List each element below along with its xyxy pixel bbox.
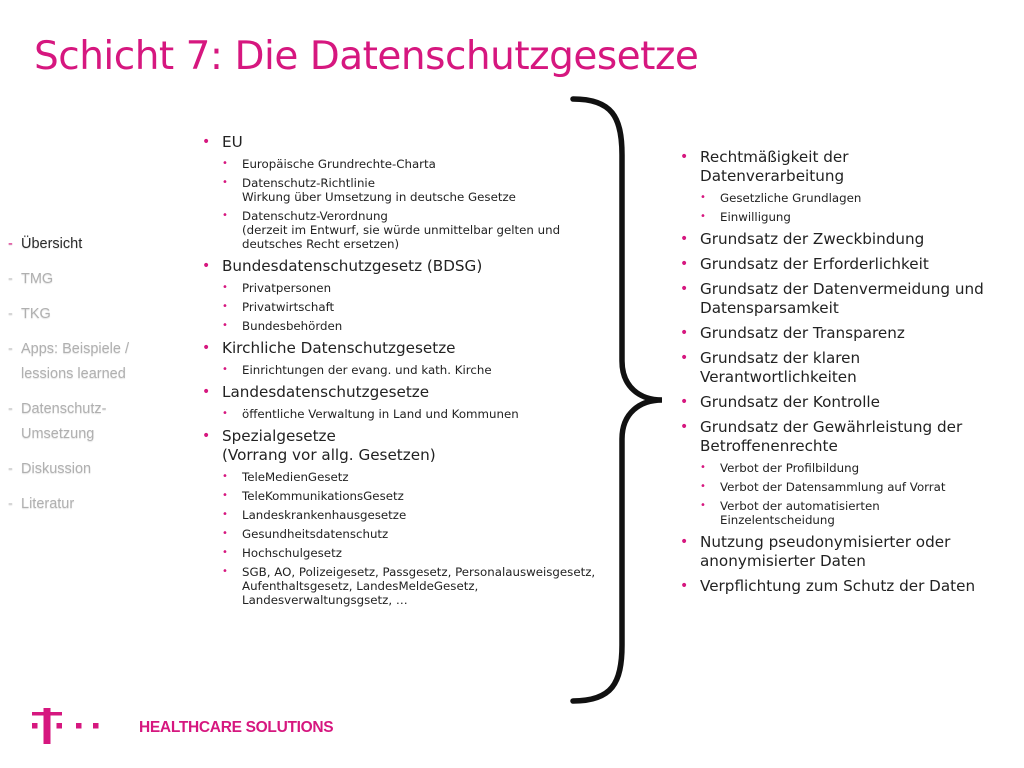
sub-list-item [222,527,612,541]
bullet-icon: • [222,210,228,221]
sub-list-item-text: Einrichtungen der evang. und kath. Kirche [242,363,492,377]
list-item-text: Rechtmäßigkeit der Datenverarbeitung [700,148,849,185]
nav-dash: - [8,461,13,477]
list-item-text: Verpflichtung zum Schutz der Daten [700,577,976,595]
sub-list-item-text: SGB, AO, Polizeigesetz, Passgesetz, Personalausweisgesetz, Aufenthaltsgesetz, LandesMeldeGesetz, Landesverwaltungsgsetz, … [242,565,596,607]
list-item [202,133,612,251]
sub-list-item-text: Hochschulgesetz [242,546,342,560]
bullet-icon: • [222,364,228,375]
sub-list-item-text: Datenschutz-Verordnung (derzeit im Entwurf, sie würde unmittelbar gelten und deutsches Recht ersetzen) [242,209,561,251]
sub-list-item [222,363,612,377]
bullet-icon: • [222,471,228,482]
list-item [680,577,1010,596]
nav-item-label: TKG [21,306,51,322]
page-title: Schicht 7: Die Datenschutzgesetze [34,34,699,79]
nav-item-label: Literatur [21,496,75,512]
sub-list-item-text: Gesundheitsdatenschutz [242,527,389,541]
sub-list-item [222,470,612,484]
nav-item-label: Datenschutz- [21,401,107,417]
sub-list-item [700,480,1010,494]
nav-dash: - [8,271,13,287]
bullet-icon: • [680,149,689,165]
sub-list-item-text: Datenschutz-Richtlinie Wirkung über Umsetzung in deutsche Gesetze [242,176,516,204]
list-item-text: Spezialgesetze (Vorrang vor allg. Gesetzen) [222,427,436,464]
bullet-icon: • [700,211,706,222]
nav-item-4[interactable] [8,337,178,387]
list-item [680,418,1010,527]
sub-list-item-text: Verbot der automatisierten Einzelentscheidung [720,499,880,527]
sub-list-item [222,319,612,333]
list-item-text: Grundsatz der Kontrolle [700,393,880,411]
nav-dash: - [8,496,13,512]
list-item [680,280,1010,318]
sub-list-item-text: TeleMedienGesetz [242,470,349,484]
bullet-icon: • [222,566,228,577]
list-item [680,255,1010,274]
nav-item-label: TMG [21,271,54,287]
nav-item-label: Diskussion [21,461,92,477]
bullet-icon: • [222,490,228,501]
nav-item-2[interactable] [8,267,178,292]
nav-dash: - [8,401,13,417]
sub-list-item [700,499,1010,527]
bullet-icon: • [680,325,689,341]
list-item-text: Landesdatenschutzgesetze [222,383,430,401]
sub-list-item [700,191,1010,205]
bullet-icon: • [222,509,228,520]
nav-item-label: lessions learned [21,366,126,382]
bullet-icon: • [700,462,706,473]
sub-list-item-text: Verbot der Datensammlung auf Vorrat [720,480,946,494]
sub-list-item [222,157,612,171]
bullet-icon: • [202,340,211,356]
nav-dash: - [8,236,13,252]
nav-dash: - [8,341,13,357]
list-item-text: Grundsatz der Erforderlichkeit [700,255,929,273]
bullet-icon: • [222,320,228,331]
list-item-text: Bundesdatenschutzgesetz (BDSG) [222,257,483,275]
bullet-icon: • [680,534,689,550]
list-item-text: Grundsatz der Gewährleistung der Betroffenenrechte [700,418,963,455]
bullet-icon: • [700,500,706,511]
bullet-icon: • [680,281,689,297]
nav-item-label: Übersicht [21,236,83,252]
sub-list-item [222,489,612,503]
sub-list-item-text: Gesetzliche Grundlagen [720,191,862,205]
sub-list-item [222,508,612,522]
list-item [202,427,612,607]
bullet-icon: • [202,258,211,274]
bullet-icon: • [222,301,228,312]
nav-item-1[interactable] [8,232,178,257]
sub-list-item-text: Bundesbehörden [242,319,343,333]
list-item-text: Nutzung pseudonymisierter oder anonymisierter Daten [700,533,951,570]
nav-item-3[interactable] [8,302,178,327]
list-item [680,393,1010,412]
bullet-icon: • [680,419,689,435]
sub-list-item-text: TeleKommunikationsGesetz [242,489,404,503]
sub-list-item [222,209,612,251]
list-item-text: Grundsatz der Transparenz [700,324,905,342]
bullet-icon: • [700,481,706,492]
bullet-icon: • [680,394,689,410]
sub-list-item-text: Verbot der Profilbildung [720,461,860,475]
list-item [680,324,1010,343]
sub-list-item [700,210,1010,224]
list-item-text: Grundsatz der Zweckbindung [700,230,925,248]
bullet-icon: • [222,158,228,169]
nav-item-5[interactable] [8,397,178,447]
list-item-text: Kirchliche Datenschutzgesetze [222,339,456,357]
bullet-icon: • [680,350,689,366]
principles-list [680,148,1010,596]
nav-item-6[interactable] [8,457,178,482]
list-item [202,383,612,421]
bullet-icon: • [202,384,211,400]
sub-list-item [222,176,612,204]
sub-list-item [222,300,612,314]
sub-list-item [700,461,1010,475]
bullet-icon: • [680,231,689,247]
sub-list-item [222,546,612,560]
list-item-text: Grundsatz der Datenvermeidung und Datensparsamkeit [700,280,984,317]
bullet-icon: • [700,192,706,203]
side-navigation [8,232,178,527]
bullet-icon: • [222,528,228,539]
sub-list-item-text: Europäische Grundrechte-Charta [242,157,436,171]
sub-list-item-text: Privatpersonen [242,281,332,295]
list-item [680,533,1010,571]
sub-list-item [222,565,612,607]
list-item-text: Grundsatz der klaren Verantwortlichkeiten [700,349,861,386]
curly-brace-icon [570,95,670,707]
bullet-icon: • [202,428,211,444]
legal-sources-list [202,133,612,607]
list-item [680,230,1010,249]
bullet-icon: • [680,578,689,594]
nav-item-7[interactable] [8,492,178,517]
list-item-text: EU [222,133,243,151]
sub-list-item [222,281,612,295]
bullet-icon: • [222,177,228,188]
list-item [202,257,612,333]
brand-name: HEALTHCARE SOLUTIONS [139,719,334,736]
bullet-icon: • [222,408,228,419]
list-item [680,349,1010,387]
bullet-icon: • [680,256,689,272]
nav-dash: - [8,306,13,322]
list-item [680,148,1010,224]
bullet-icon: • [202,134,211,150]
telekom-t-logo-icon [32,708,104,744]
sub-list-item-text: Privatwirtschaft [242,300,335,314]
sub-list-item-text: Einwilligung [720,210,791,224]
bullet-icon: • [222,282,228,293]
sub-list-item-text: Landeskrankenhausgesetze [242,508,407,522]
bullet-icon: • [222,547,228,558]
nav-item-label: Apps: Beispiele / [21,341,130,357]
sub-list-item-text: öffentliche Verwaltung in Land und Kommunen [242,407,519,421]
nav-item-label: Umsetzung [21,426,95,442]
list-item [202,339,612,377]
sub-list-item [222,407,612,421]
